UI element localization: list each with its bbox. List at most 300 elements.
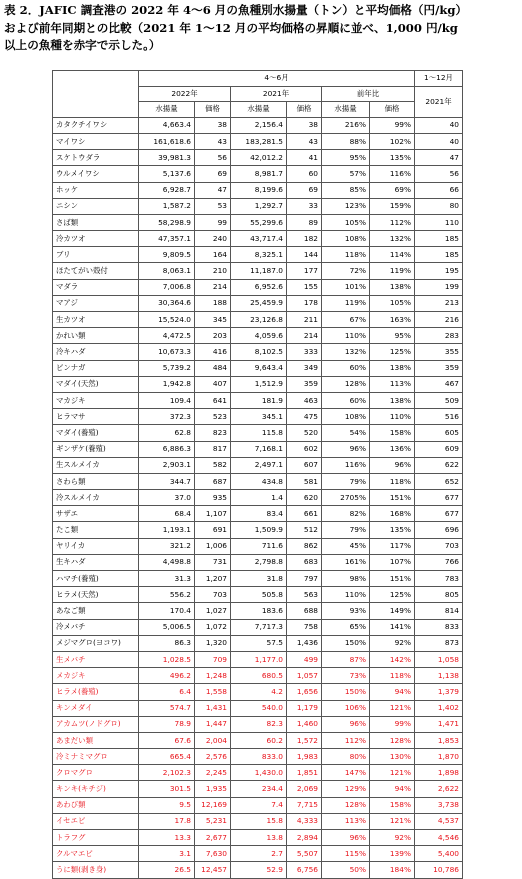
price-2021-cell: 214 xyxy=(287,328,322,344)
price-ratio-cell: 136% xyxy=(370,441,415,457)
price-ratio-cell: 113% xyxy=(370,376,415,392)
price-2022-cell: 38 xyxy=(195,117,231,133)
volume-2022-cell: 17.8 xyxy=(139,813,195,829)
price-2022-cell: 2,245 xyxy=(195,765,231,781)
volume-2022-cell: 67.6 xyxy=(139,732,195,748)
price-2022-cell: 2,004 xyxy=(195,732,231,748)
species-cell: アカムツ(ノドグロ) xyxy=(53,716,139,732)
annual-header: 1～12月 xyxy=(415,71,463,87)
price-2022-cell: 12,169 xyxy=(195,797,231,813)
table-row xyxy=(53,133,463,149)
price-ratio-cell: 151% xyxy=(370,571,415,587)
annual-price-cell: 516 xyxy=(415,409,463,425)
species-cell: ギンザケ(養殖) xyxy=(53,441,139,457)
price-2022-cell: 69 xyxy=(195,166,231,182)
table-row xyxy=(53,635,463,651)
price-2022-cell: 703 xyxy=(195,587,231,603)
annual-price-cell: 605 xyxy=(415,425,463,441)
table-row xyxy=(53,554,463,570)
table-row xyxy=(53,716,463,732)
volume-header: 水揚量 xyxy=(231,102,287,118)
caption-line-3: 以上の魚種を赤字で示した。） xyxy=(4,38,161,52)
annual-price-cell: 622 xyxy=(415,457,463,473)
volume-2021-cell: 345.1 xyxy=(231,409,287,425)
species-cell: さわら類 xyxy=(53,473,139,489)
species-cell: あまだい類 xyxy=(53,732,139,748)
volume-2022-cell: 2,903.1 xyxy=(139,457,195,473)
price-2021-cell: 512 xyxy=(287,522,322,538)
annual-price-cell: 3,738 xyxy=(415,797,463,813)
price-ratio-cell: 158% xyxy=(370,425,415,441)
price-2021-cell: 7,715 xyxy=(287,797,322,813)
price-2022-cell: 47 xyxy=(195,182,231,198)
price-ratio-cell: 130% xyxy=(370,749,415,765)
price-2022-cell: 203 xyxy=(195,328,231,344)
price-2021-cell: 155 xyxy=(287,279,322,295)
volume-2022-cell: 78.9 xyxy=(139,716,195,732)
price-2022-cell: 7,630 xyxy=(195,846,231,862)
price-2021-cell: 520 xyxy=(287,425,322,441)
volume-ratio-cell: 60% xyxy=(322,392,370,408)
price-2021-cell: 1,436 xyxy=(287,635,322,651)
price-2021-cell: 758 xyxy=(287,619,322,635)
species-cell: ウルメイワシ xyxy=(53,166,139,182)
volume-2021-cell: 2,798.8 xyxy=(231,554,287,570)
table-row xyxy=(53,781,463,797)
annual-price-cell: 509 xyxy=(415,392,463,408)
volume-ratio-cell: 88% xyxy=(322,133,370,149)
volume-2021-cell: 8,325.1 xyxy=(231,247,287,263)
volume-2021-cell: 505.8 xyxy=(231,587,287,603)
annual-price-cell: 1,471 xyxy=(415,716,463,732)
caption-line-1: 表 2．JAFIC 調査港の 2022 年 4～6 月の魚種別水揚量（トン）と平均価格（円/kg） xyxy=(4,3,468,17)
volume-2022-cell: 161,618.6 xyxy=(139,133,195,149)
annual-price-cell: 677 xyxy=(415,506,463,522)
table-row xyxy=(53,587,463,603)
volume-ratio-cell: 106% xyxy=(322,700,370,716)
price-ratio-cell: 142% xyxy=(370,651,415,667)
volume-2021-cell: 4,059.6 xyxy=(231,328,287,344)
price-2022-cell: 188 xyxy=(195,295,231,311)
price-ratio-cell: 92% xyxy=(370,635,415,651)
species-cell: 冷メバチ xyxy=(53,619,139,635)
species-cell: マアジ xyxy=(53,295,139,311)
volume-ratio-cell: 45% xyxy=(322,538,370,554)
species-cell: 生メバチ xyxy=(53,651,139,667)
volume-header: 水揚量 xyxy=(139,102,195,118)
price-ratio-cell: 95% xyxy=(370,328,415,344)
volume-2022-cell: 496.2 xyxy=(139,668,195,684)
annual-price-cell: 185 xyxy=(415,231,463,247)
volume-2022-cell: 4,498.8 xyxy=(139,554,195,570)
annual-price-cell: 359 xyxy=(415,360,463,376)
table-row xyxy=(53,376,463,392)
table-row xyxy=(53,117,463,133)
annual-price-cell: 873 xyxy=(415,635,463,651)
annual-price-cell: 814 xyxy=(415,603,463,619)
price-ratio-cell: 138% xyxy=(370,279,415,295)
species-cell: キンメダイ xyxy=(53,700,139,716)
price-2021-cell: 144 xyxy=(287,247,322,263)
annual-price-cell: 195 xyxy=(415,263,463,279)
volume-ratio-cell: 110% xyxy=(322,587,370,603)
table-row xyxy=(53,506,463,522)
period-header: 4～6月 xyxy=(139,71,415,87)
price-ratio-cell: 128% xyxy=(370,732,415,748)
volume-ratio-cell: 2705% xyxy=(322,490,370,506)
volume-ratio-cell: 79% xyxy=(322,522,370,538)
annual-price-cell: 80 xyxy=(415,198,463,214)
volume-2021-cell: 540.0 xyxy=(231,700,287,716)
annual-price-cell: 283 xyxy=(415,328,463,344)
annual-price-cell: 4,537 xyxy=(415,813,463,829)
price-ratio-cell: 139% xyxy=(370,846,415,862)
species-cell: イセエビ xyxy=(53,813,139,829)
price-ratio-cell: 118% xyxy=(370,668,415,684)
price-2021-cell: 38 xyxy=(287,117,322,133)
year-2021-header: 2021年 xyxy=(231,86,322,102)
price-ratio-cell: 102% xyxy=(370,133,415,149)
header-row-period xyxy=(53,71,463,87)
volume-header: 水揚量 xyxy=(322,102,370,118)
price-2021-cell: 661 xyxy=(287,506,322,522)
species-cell: 冷カツオ xyxy=(53,231,139,247)
table-row xyxy=(53,312,463,328)
table-row xyxy=(53,813,463,829)
volume-ratio-cell: 101% xyxy=(322,279,370,295)
price-2021-cell: 1,851 xyxy=(287,765,322,781)
price-ratio-cell: 99% xyxy=(370,117,415,133)
volume-2022-cell: 15,524.0 xyxy=(139,312,195,328)
volume-ratio-cell: 108% xyxy=(322,231,370,247)
volume-ratio-cell: 87% xyxy=(322,651,370,667)
species-cell: マイワシ xyxy=(53,133,139,149)
species-cell: ヤリイカ xyxy=(53,538,139,554)
volume-2022-cell: 47,357.1 xyxy=(139,231,195,247)
volume-ratio-cell: 98% xyxy=(322,571,370,587)
price-2021-cell: 563 xyxy=(287,587,322,603)
volume-ratio-cell: 60% xyxy=(322,360,370,376)
price-2021-cell: 5,507 xyxy=(287,846,322,862)
volume-2021-cell: 60.2 xyxy=(231,732,287,748)
table-row xyxy=(53,150,463,166)
volume-ratio-cell: 110% xyxy=(322,328,370,344)
price-2021-cell: 581 xyxy=(287,473,322,489)
annual-price-cell: 66 xyxy=(415,182,463,198)
price-2021-cell: 797 xyxy=(287,571,322,587)
volume-2022-cell: 13.3 xyxy=(139,830,195,846)
table-body xyxy=(53,117,463,878)
price-ratio-cell: 121% xyxy=(370,813,415,829)
price-2022-cell: 1,431 xyxy=(195,700,231,716)
price-2022-cell: 823 xyxy=(195,425,231,441)
species-cell: スケトウダラ xyxy=(53,150,139,166)
yoy-header: 前年比 xyxy=(322,86,415,102)
price-2022-cell: 345 xyxy=(195,312,231,328)
table-row xyxy=(53,279,463,295)
volume-ratio-cell: 112% xyxy=(322,732,370,748)
volume-ratio-cell: 65% xyxy=(322,619,370,635)
volume-2021-cell: 434.8 xyxy=(231,473,287,489)
species-cell: マダイ(養殖) xyxy=(53,425,139,441)
volume-2022-cell: 30,364.6 xyxy=(139,295,195,311)
year-2022-header: 2022年 xyxy=(139,86,231,102)
table-row xyxy=(53,441,463,457)
annual-price-cell: 185 xyxy=(415,247,463,263)
volume-2021-cell: 23,126.8 xyxy=(231,312,287,328)
volume-2022-cell: 574.7 xyxy=(139,700,195,716)
price-2022-cell: 731 xyxy=(195,554,231,570)
table-row xyxy=(53,797,463,813)
species-cell: 冷スルメイカ xyxy=(53,490,139,506)
species-cell: ハマチ(養殖) xyxy=(53,571,139,587)
volume-2021-cell: 183.6 xyxy=(231,603,287,619)
annual-price-cell: 783 xyxy=(415,571,463,587)
table-row xyxy=(53,684,463,700)
annual-price-cell: 1,379 xyxy=(415,684,463,700)
price-2021-cell: 1,572 xyxy=(287,732,322,748)
volume-2022-cell: 665.4 xyxy=(139,749,195,765)
annual-price-cell: 355 xyxy=(415,344,463,360)
volume-2021-cell: 1,509.9 xyxy=(231,522,287,538)
annual-price-cell: 47 xyxy=(415,150,463,166)
price-2021-cell: 602 xyxy=(287,441,322,457)
volume-2022-cell: 556.2 xyxy=(139,587,195,603)
price-2021-cell: 182 xyxy=(287,231,322,247)
species-cell: ホッケ xyxy=(53,182,139,198)
table-row xyxy=(53,846,463,862)
volume-2021-cell: 15.8 xyxy=(231,813,287,829)
price-2021-cell: 178 xyxy=(287,295,322,311)
volume-ratio-cell: 50% xyxy=(322,862,370,878)
table-row xyxy=(53,214,463,230)
volume-ratio-cell: 116% xyxy=(322,457,370,473)
volume-ratio-cell: 119% xyxy=(322,295,370,311)
volume-2021-cell: 9,643.4 xyxy=(231,360,287,376)
price-ratio-cell: 119% xyxy=(370,263,415,279)
volume-2021-cell: 1,430.0 xyxy=(231,765,287,781)
volume-2022-cell: 372.3 xyxy=(139,409,195,425)
price-2022-cell: 210 xyxy=(195,263,231,279)
price-ratio-cell: 107% xyxy=(370,554,415,570)
volume-2021-cell: 181.9 xyxy=(231,392,287,408)
volume-ratio-cell: 115% xyxy=(322,846,370,862)
volume-2022-cell: 39,981.3 xyxy=(139,150,195,166)
price-2021-cell: 43 xyxy=(287,133,322,149)
price-2022-cell: 687 xyxy=(195,473,231,489)
annual-price-cell: 652 xyxy=(415,473,463,489)
species-cell: カタクチイワシ xyxy=(53,117,139,133)
price-ratio-cell: 135% xyxy=(370,150,415,166)
volume-2022-cell: 6.4 xyxy=(139,684,195,700)
price-ratio-cell: 121% xyxy=(370,765,415,781)
annual-year-header: 2021年 xyxy=(415,86,463,117)
volume-2021-cell: 833.0 xyxy=(231,749,287,765)
price-ratio-cell: 168% xyxy=(370,506,415,522)
species-header-cell xyxy=(53,71,139,118)
price-2022-cell: 935 xyxy=(195,490,231,506)
species-cell: ヒラメ(養殖) xyxy=(53,684,139,700)
price-2022-cell: 1,207 xyxy=(195,571,231,587)
volume-ratio-cell: 105% xyxy=(322,214,370,230)
annual-price-cell: 703 xyxy=(415,538,463,554)
volume-2021-cell: 8,102.5 xyxy=(231,344,287,360)
volume-ratio-cell: 96% xyxy=(322,830,370,846)
species-cell: かれい類 xyxy=(53,328,139,344)
table-row xyxy=(53,182,463,198)
volume-ratio-cell: 54% xyxy=(322,425,370,441)
volume-ratio-cell: 79% xyxy=(322,473,370,489)
price-2021-cell: 2,069 xyxy=(287,781,322,797)
volume-ratio-cell: 216% xyxy=(322,117,370,133)
price-2021-cell: 177 xyxy=(287,263,322,279)
table-row xyxy=(53,668,463,684)
table-row xyxy=(53,198,463,214)
volume-2021-cell: 2.7 xyxy=(231,846,287,862)
price-2022-cell: 1,006 xyxy=(195,538,231,554)
price-2022-cell: 1,107 xyxy=(195,506,231,522)
price-ratio-cell: 125% xyxy=(370,344,415,360)
volume-ratio-cell: 150% xyxy=(322,635,370,651)
species-cell: クロマグロ xyxy=(53,765,139,781)
volume-2021-cell: 7.4 xyxy=(231,797,287,813)
price-2022-cell: 582 xyxy=(195,457,231,473)
price-2021-cell: 1,656 xyxy=(287,684,322,700)
species-cell: サザエ xyxy=(53,506,139,522)
price-2021-cell: 41 xyxy=(287,150,322,166)
price-2022-cell: 1,320 xyxy=(195,635,231,651)
volume-2022-cell: 170.4 xyxy=(139,603,195,619)
annual-price-cell: 696 xyxy=(415,522,463,538)
price-ratio-cell: 96% xyxy=(370,457,415,473)
volume-2022-cell: 6,886.3 xyxy=(139,441,195,457)
species-cell: あわび類 xyxy=(53,797,139,813)
price-header: 価格 xyxy=(195,102,231,118)
table-row xyxy=(53,360,463,376)
volume-ratio-cell: 85% xyxy=(322,182,370,198)
price-ratio-cell: 118% xyxy=(370,473,415,489)
volume-2021-cell: 8,199.6 xyxy=(231,182,287,198)
annual-price-cell: 1,898 xyxy=(415,765,463,781)
price-ratio-cell: 94% xyxy=(370,684,415,700)
species-cell: あなご類 xyxy=(53,603,139,619)
price-ratio-cell: 138% xyxy=(370,392,415,408)
species-cell: ブリ xyxy=(53,247,139,263)
table-row xyxy=(53,749,463,765)
price-2021-cell: 4,333 xyxy=(287,813,322,829)
species-cell: トラフグ xyxy=(53,830,139,846)
volume-2022-cell: 5,137.6 xyxy=(139,166,195,182)
annual-price-cell: 216 xyxy=(415,312,463,328)
volume-2022-cell: 86.3 xyxy=(139,635,195,651)
volume-2021-cell: 57.5 xyxy=(231,635,287,651)
table-row xyxy=(53,166,463,182)
price-2021-cell: 6,756 xyxy=(287,862,322,878)
volume-ratio-cell: 150% xyxy=(322,684,370,700)
volume-ratio-cell: 96% xyxy=(322,716,370,732)
volume-2022-cell: 10,673.3 xyxy=(139,344,195,360)
species-cell: メジマグロ(ヨコワ) xyxy=(53,635,139,651)
price-2022-cell: 12,457 xyxy=(195,862,231,878)
annual-price-cell: 4,546 xyxy=(415,830,463,846)
annual-price-cell: 213 xyxy=(415,295,463,311)
table-row xyxy=(53,571,463,587)
volume-2021-cell: 680.5 xyxy=(231,668,287,684)
price-2021-cell: 475 xyxy=(287,409,322,425)
price-ratio-cell: 94% xyxy=(370,781,415,797)
volume-2022-cell: 3.1 xyxy=(139,846,195,862)
volume-2021-cell: 11,187.0 xyxy=(231,263,287,279)
volume-2022-cell: 2,102.3 xyxy=(139,765,195,781)
volume-ratio-cell: 147% xyxy=(322,765,370,781)
annual-price-cell: 56 xyxy=(415,166,463,182)
price-ratio-cell: 105% xyxy=(370,295,415,311)
price-ratio-cell: 114% xyxy=(370,247,415,263)
price-2021-cell: 1,983 xyxy=(287,749,322,765)
species-cell: うに類(剥き身) xyxy=(53,862,139,878)
volume-ratio-cell: 108% xyxy=(322,409,370,425)
volume-ratio-cell: 132% xyxy=(322,344,370,360)
price-ratio-cell: 159% xyxy=(370,198,415,214)
volume-2021-cell: 2,497.1 xyxy=(231,457,287,473)
volume-2021-cell: 6,952.6 xyxy=(231,279,287,295)
table-row xyxy=(53,538,463,554)
table-row xyxy=(53,392,463,408)
species-cell: ヒラマサ xyxy=(53,409,139,425)
volume-2021-cell: 1.4 xyxy=(231,490,287,506)
table-row xyxy=(53,603,463,619)
price-ratio-cell: 184% xyxy=(370,862,415,878)
volume-2022-cell: 344.7 xyxy=(139,473,195,489)
price-2021-cell: 89 xyxy=(287,214,322,230)
price-2021-cell: 1,057 xyxy=(287,668,322,684)
annual-price-cell: 1,853 xyxy=(415,732,463,748)
volume-2022-cell: 109.4 xyxy=(139,392,195,408)
volume-2021-cell: 52.9 xyxy=(231,862,287,878)
price-2021-cell: 349 xyxy=(287,360,322,376)
volume-2022-cell: 62.8 xyxy=(139,425,195,441)
price-2022-cell: 43 xyxy=(195,133,231,149)
price-2022-cell: 407 xyxy=(195,376,231,392)
price-2022-cell: 1,558 xyxy=(195,684,231,700)
price-2021-cell: 862 xyxy=(287,538,322,554)
caption-line-2: および前年同期との比較（2021 年 1～12 月の平均価格の昇順に並べ、1,000 円/kg xyxy=(4,20,458,35)
volume-2021-cell: 42,012.2 xyxy=(231,150,287,166)
table-row xyxy=(53,700,463,716)
annual-price-cell: 1,138 xyxy=(415,668,463,684)
annual-price-cell: 1,870 xyxy=(415,749,463,765)
price-2021-cell: 333 xyxy=(287,344,322,360)
price-2022-cell: 2,576 xyxy=(195,749,231,765)
volume-ratio-cell: 57% xyxy=(322,166,370,182)
volume-2022-cell: 58,298.9 xyxy=(139,214,195,230)
price-2021-cell: 359 xyxy=(287,376,322,392)
table-row xyxy=(53,328,463,344)
volume-2021-cell: 711.6 xyxy=(231,538,287,554)
table-row xyxy=(53,457,463,473)
price-ratio-cell: 121% xyxy=(370,700,415,716)
volume-2021-cell: 82.3 xyxy=(231,716,287,732)
price-ratio-cell: 149% xyxy=(370,603,415,619)
species-cell: キンキ(キチジ) xyxy=(53,781,139,797)
price-ratio-cell: 138% xyxy=(370,360,415,376)
price-2021-cell: 607 xyxy=(287,457,322,473)
price-2022-cell: 56 xyxy=(195,150,231,166)
price-2021-cell: 60 xyxy=(287,166,322,182)
volume-2022-cell: 26.5 xyxy=(139,862,195,878)
annual-price-cell: 40 xyxy=(415,133,463,149)
table-row xyxy=(53,231,463,247)
